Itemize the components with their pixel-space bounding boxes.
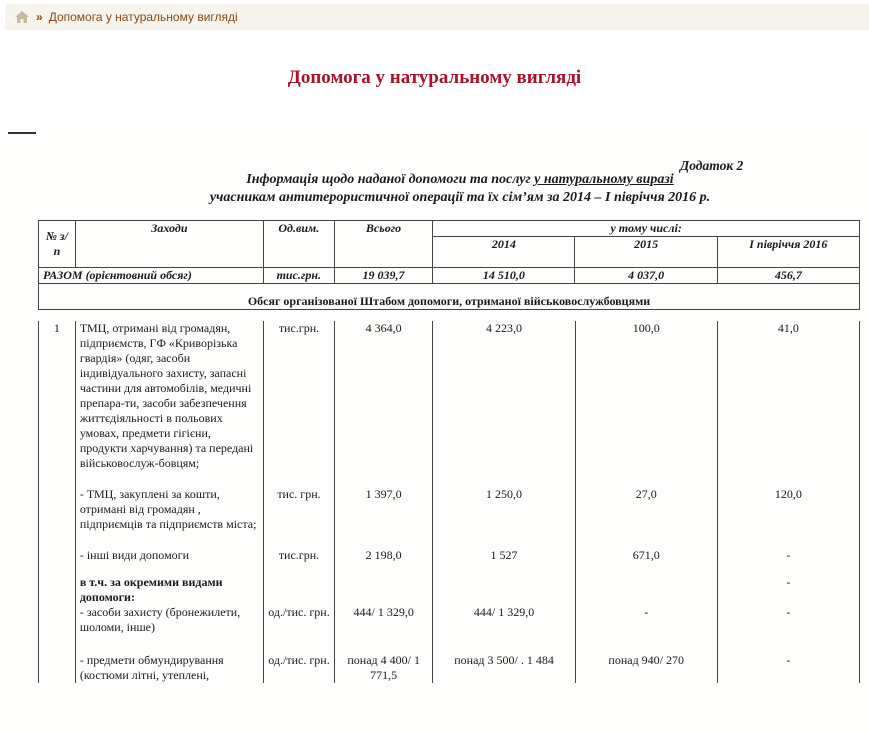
table-row	[39, 548, 860, 575]
col-header-no: № з/п	[39, 221, 76, 268]
cell-total: 2 198,0	[334, 548, 433, 575]
cell-name: - інші види допомоги	[75, 548, 263, 575]
total-row-2014: 14 510,0	[433, 268, 575, 284]
col-header-total: Всього	[334, 221, 433, 268]
cell-y2014: 1 250,0	[433, 487, 575, 548]
cell-name: - засоби захисту (бронежилети, шоломи, інше)	[75, 605, 263, 653]
cell-total: 4 364,0	[334, 321, 433, 487]
cell-unit: тис.грн.	[264, 548, 335, 575]
cell-h2016: -	[717, 605, 859, 653]
cell-y2014: 4 223,0	[433, 321, 575, 487]
cell-name: ТМЦ, отримані від громадян, підприємств, ГФ «Криворізька гвардія» (одяг, засоби індивідуального захисту, запасні частини для автомобілів, медичні препара-ти, засоби забезпечення життєдіяльності в польових умовах, предмети гігієни, продукти харчування) та передані військовослуж-бовцям;	[75, 321, 263, 487]
table-row	[39, 605, 860, 653]
cell-h2016: -	[717, 653, 859, 683]
aid-table	[38, 220, 860, 310]
document-heading-line2: учасникам антитерористичної операції та їх сім’ям за 2014 – І півріччя 2016 р.	[209, 190, 711, 205]
home-icon[interactable]	[14, 10, 30, 24]
col-header-2015: 2015	[575, 237, 717, 268]
cell-y2015: 671,0	[575, 548, 717, 575]
scan-dash-mark	[8, 132, 36, 134]
cell-y2015: 27,0	[575, 487, 717, 548]
heading-text: Інформація щодо наданої допомоги та послуг	[246, 172, 535, 187]
cell-y2014	[433, 575, 575, 605]
breadcrumb-separator: »	[36, 10, 43, 24]
col-header-unit: Од.вим.	[263, 221, 334, 268]
cell-y2014: понад 3 500/ . 1 484	[433, 653, 575, 683]
breadcrumb	[5, 4, 869, 30]
cell-name: - предмети обмундирування (костюми літні, утеплені,	[75, 653, 263, 683]
cell-no	[39, 575, 76, 605]
document-heading-line1	[150, 172, 770, 188]
cell-h2016: -	[717, 575, 859, 605]
section-title: Обсяг організованої Штабом допомоги, отриманої військовослужбовцями	[39, 284, 860, 310]
cell-h2016: -	[717, 548, 859, 575]
cell-unit: од./тис. грн.	[264, 605, 335, 653]
cell-unit: од./тис. грн.	[264, 653, 335, 683]
col-header-measures: Заходи	[75, 221, 263, 268]
cell-y2015	[575, 575, 717, 605]
cell-y2015: понад 940/ 270	[575, 653, 717, 683]
cell-unit: тис. грн.	[264, 487, 335, 548]
total-row-h2016: 456,7	[717, 268, 859, 284]
table-row	[39, 653, 860, 683]
cell-unit	[264, 575, 335, 605]
total-row	[39, 268, 860, 284]
cell-y2015: 100,0	[575, 321, 717, 487]
cell-name: - ТМЦ, закуплені за кошти, отримані від громадян , підприємців та підприємств міста;	[75, 487, 263, 548]
col-header-2014: 2014	[433, 237, 575, 268]
total-row-unit: тис.грн.	[263, 268, 334, 284]
cell-y2014: 1 527	[433, 548, 575, 575]
table-row	[39, 575, 860, 605]
cell-h2016: 120,0	[717, 487, 859, 548]
total-row-2015: 4 037,0	[575, 268, 717, 284]
cell-h2016: 41,0	[717, 321, 859, 487]
document-scan	[0, 120, 869, 733]
page-title: Допомога у натуральному вигляді	[287, 67, 582, 88]
appendix-label: Додаток 2	[680, 158, 744, 173]
breadcrumb-current[interactable]: Допомога у натуральному вигляді	[48, 10, 238, 24]
col-header-including: у тому числі:	[433, 221, 860, 237]
cell-no	[39, 653, 76, 683]
aid-table-body	[38, 321, 860, 683]
cell-unit: тис.грн.	[264, 321, 335, 487]
cell-name: в т.ч. за окремими видами допомоги:	[75, 575, 263, 605]
cell-total: 1 397,0	[334, 487, 433, 548]
cell-y2015: -	[575, 605, 717, 653]
table-row	[39, 321, 860, 487]
cell-total: понад 4 400/ 1 771,5	[334, 653, 433, 683]
total-row-total: 19 039,7	[334, 268, 433, 284]
table-row	[39, 487, 860, 548]
cell-no: 1	[39, 321, 76, 487]
cell-no	[39, 605, 76, 653]
cell-no	[39, 487, 76, 548]
total-row-label: РАЗОМ (орієнтовний обсяг)	[39, 268, 264, 284]
cell-total: 444/ 1 329,0	[334, 605, 433, 653]
cell-no	[39, 548, 76, 575]
heading-underlined-text: у натуральному виразі	[534, 172, 674, 187]
col-header-h2016: І півріччя 2016	[717, 237, 859, 268]
cell-total	[334, 575, 433, 605]
cell-y2014: 444/ 1 329,0	[433, 605, 575, 653]
